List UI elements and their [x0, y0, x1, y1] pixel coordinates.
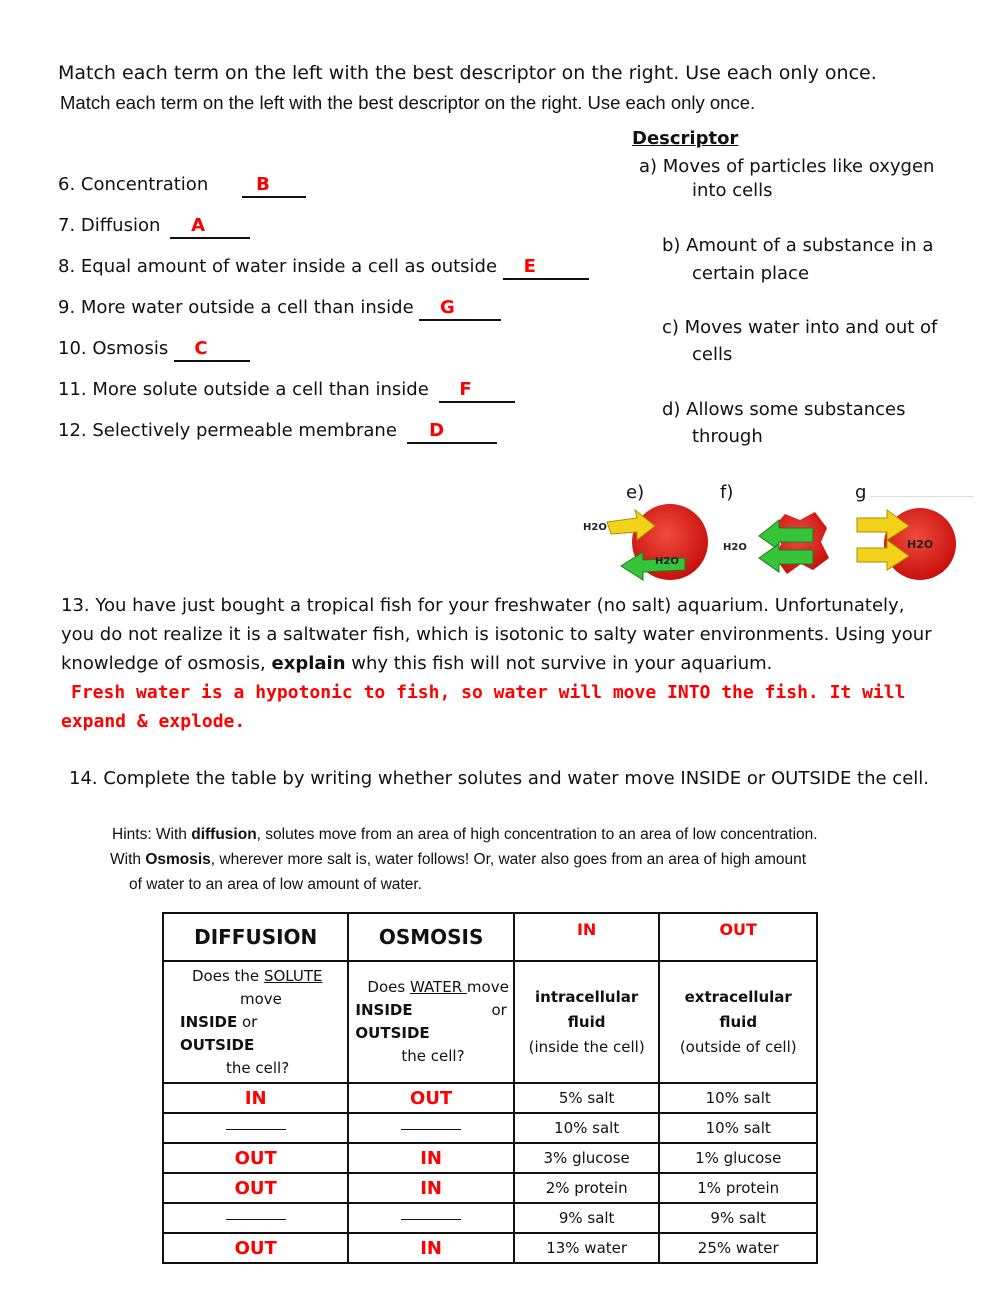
intracellular-value: 13% water	[514, 1233, 660, 1263]
answer-blank[interactable]	[170, 216, 250, 239]
extracellular-value: 9% salt	[659, 1203, 817, 1233]
diffusion-answer[interactable]: IN	[163, 1083, 348, 1113]
answer-text: D	[429, 420, 445, 441]
header-out: OUT	[659, 913, 817, 961]
cell-f-label: f)	[720, 482, 734, 503]
intracellular-value: 2% protein	[514, 1173, 660, 1203]
descriptor-d: d) Allows some substances	[662, 399, 906, 420]
header-in: IN	[514, 913, 660, 961]
diffusion-answer[interactable]	[163, 1203, 348, 1233]
osmosis-answer[interactable]	[348, 1113, 513, 1143]
intracellular-header: intracellular fluid (inside the cell)	[514, 961, 660, 1083]
term-10	[58, 338, 250, 362]
extracellular-value: 1% protein	[659, 1173, 817, 1203]
table-row	[163, 1233, 817, 1263]
intracellular-value: 9% salt	[514, 1203, 660, 1233]
intracellular-value: 3% glucose	[514, 1143, 660, 1173]
q13-text: 13. You have just bought a tropical fish for your freshwater (no salt) aquarium. Unfortunately, you do not realize it is a saltwater fish, which is isotonic to salty water environments. Using your knowledge of osmosis,	[61, 595, 932, 674]
osmosis-answer[interactable]: OUT	[348, 1083, 513, 1113]
hint-line-2	[110, 851, 806, 869]
osmosis-answer[interactable]: IN	[348, 1143, 513, 1173]
term-label: 11. More solute outside a cell than inside	[58, 379, 429, 400]
descriptor-b-cont: certain place	[692, 263, 810, 284]
term-label: 6. Concentration	[58, 174, 209, 195]
diffusion-question: Does the SOLUTE move INSIDE or OUTSIDE the cell?	[163, 961, 348, 1083]
h2o-outside-label: H2O	[723, 542, 747, 553]
term-11	[58, 379, 515, 403]
diffusion-answer[interactable]	[163, 1113, 348, 1143]
diffusion-answer[interactable]: OUT	[163, 1233, 348, 1263]
answer-text: A	[191, 215, 206, 236]
descriptor-a: a) Moves of particles like oxygen	[639, 156, 935, 177]
h2o-inside-label: H2O	[655, 556, 679, 567]
term-9	[58, 297, 501, 321]
answer-blank[interactable]	[503, 257, 589, 280]
header-diffusion: DIFFUSION	[163, 913, 348, 961]
hint-text: , wherever more salt is, water follows! Or, water also goes from an area of high amount	[210, 851, 807, 868]
term-7	[58, 215, 250, 239]
q13-bold: explain	[271, 653, 346, 674]
answer-text: G	[440, 297, 455, 318]
answer-text: C	[194, 338, 208, 359]
osmosis-answer[interactable]: IN	[348, 1233, 513, 1263]
cell-e-label: e)	[626, 482, 645, 503]
extracellular-value: 1% glucose	[659, 1143, 817, 1173]
hint-text: With	[110, 851, 146, 868]
hint-line-3: of water to an area of low amount of water.	[129, 876, 422, 893]
header-osmosis: OSMOSIS	[348, 913, 513, 961]
answer-text: E	[523, 256, 536, 277]
osmosis-answer[interactable]: IN	[348, 1173, 513, 1203]
descriptor-a-cont: into cells	[692, 180, 773, 201]
divider	[870, 496, 974, 497]
descriptor-c: c) Moves water into and out of	[662, 317, 938, 338]
answer-text: B	[256, 174, 270, 195]
hint-line-1	[112, 826, 818, 844]
term-8	[58, 256, 589, 280]
descriptor-heading: Descriptor	[632, 128, 739, 149]
q13-text-end: why this fish will not survive in your aquarium.	[345, 653, 773, 674]
worksheet-title: Match each term on the left with the best descriptor on the right. Use each only once.	[58, 62, 877, 84]
answer-blank[interactable]	[174, 339, 250, 362]
answer-blank[interactable]	[407, 421, 497, 444]
term-6	[58, 174, 306, 198]
term-label: 12. Selectively permeable membrane	[58, 420, 397, 441]
extracellular-value: 10% salt	[659, 1083, 817, 1113]
cell-f-hypertonic	[723, 512, 829, 574]
cell-g-label: g	[855, 482, 867, 503]
h2o-outside-label: H2O	[583, 522, 607, 533]
table-row	[163, 1143, 817, 1173]
osmosis-cell-diagrams	[575, 500, 975, 588]
diffusion-osmosis-table	[162, 912, 818, 1260]
descriptor-c-cont: cells	[692, 344, 733, 365]
osmosis-question: Does WATER move INSIDE or OUTSIDE the cell?	[348, 961, 513, 1083]
question-13	[61, 591, 941, 678]
term-label: 9. More water outside a cell than inside	[58, 297, 414, 318]
question-14: 14. Complete the table by writing whether solutes and water move INSIDE or OUTSIDE the cell.	[69, 768, 929, 789]
hint-text: Hints: With	[112, 826, 192, 843]
answer-text: F	[459, 379, 472, 400]
extracellular-value: 10% salt	[659, 1113, 817, 1143]
hint-bold: diffusion	[191, 826, 257, 843]
answer-blank[interactable]	[419, 298, 501, 321]
term-label: 10. Osmosis	[58, 338, 169, 359]
cell-e-isotonic	[583, 504, 708, 580]
table-row	[163, 1203, 817, 1233]
answer-blank[interactable]	[242, 175, 306, 198]
extracellular-header: extracellular fluid (outside of cell)	[659, 961, 817, 1083]
hint-text: , solutes move from an area of high concentration to an area of low concentration.	[256, 826, 818, 843]
table-row	[163, 1113, 817, 1143]
table-row	[163, 1173, 817, 1203]
descriptor-d-cont: through	[692, 426, 763, 447]
diffusion-answer[interactable]: OUT	[163, 1173, 348, 1203]
term-12	[58, 420, 497, 444]
osmosis-answer[interactable]	[348, 1203, 513, 1233]
answer-blank[interactable]	[439, 380, 515, 403]
table-row	[163, 1083, 817, 1113]
hint-bold: Osmosis	[145, 851, 211, 868]
extracellular-value: 25% water	[659, 1233, 817, 1263]
q13-answer: Fresh water is a hypotonic to fish, so water will move INTO the fish. It will expand & explode.	[61, 682, 906, 732]
intracellular-value: 10% salt	[514, 1113, 660, 1143]
cell-g-hypotonic	[857, 508, 956, 580]
h2o-inside-label: H2O	[907, 538, 934, 551]
diffusion-answer[interactable]: OUT	[163, 1143, 348, 1173]
descriptor-b: b) Amount of a substance in a	[662, 235, 934, 256]
worksheet-title-repeat: Match each term on the left with the best descriptor on the right. Use each only once.	[60, 92, 756, 113]
term-label: 7. Diffusion	[58, 215, 161, 236]
term-label: 8. Equal amount of water inside a cell as outside	[58, 256, 498, 277]
intracellular-value: 5% salt	[514, 1083, 660, 1113]
